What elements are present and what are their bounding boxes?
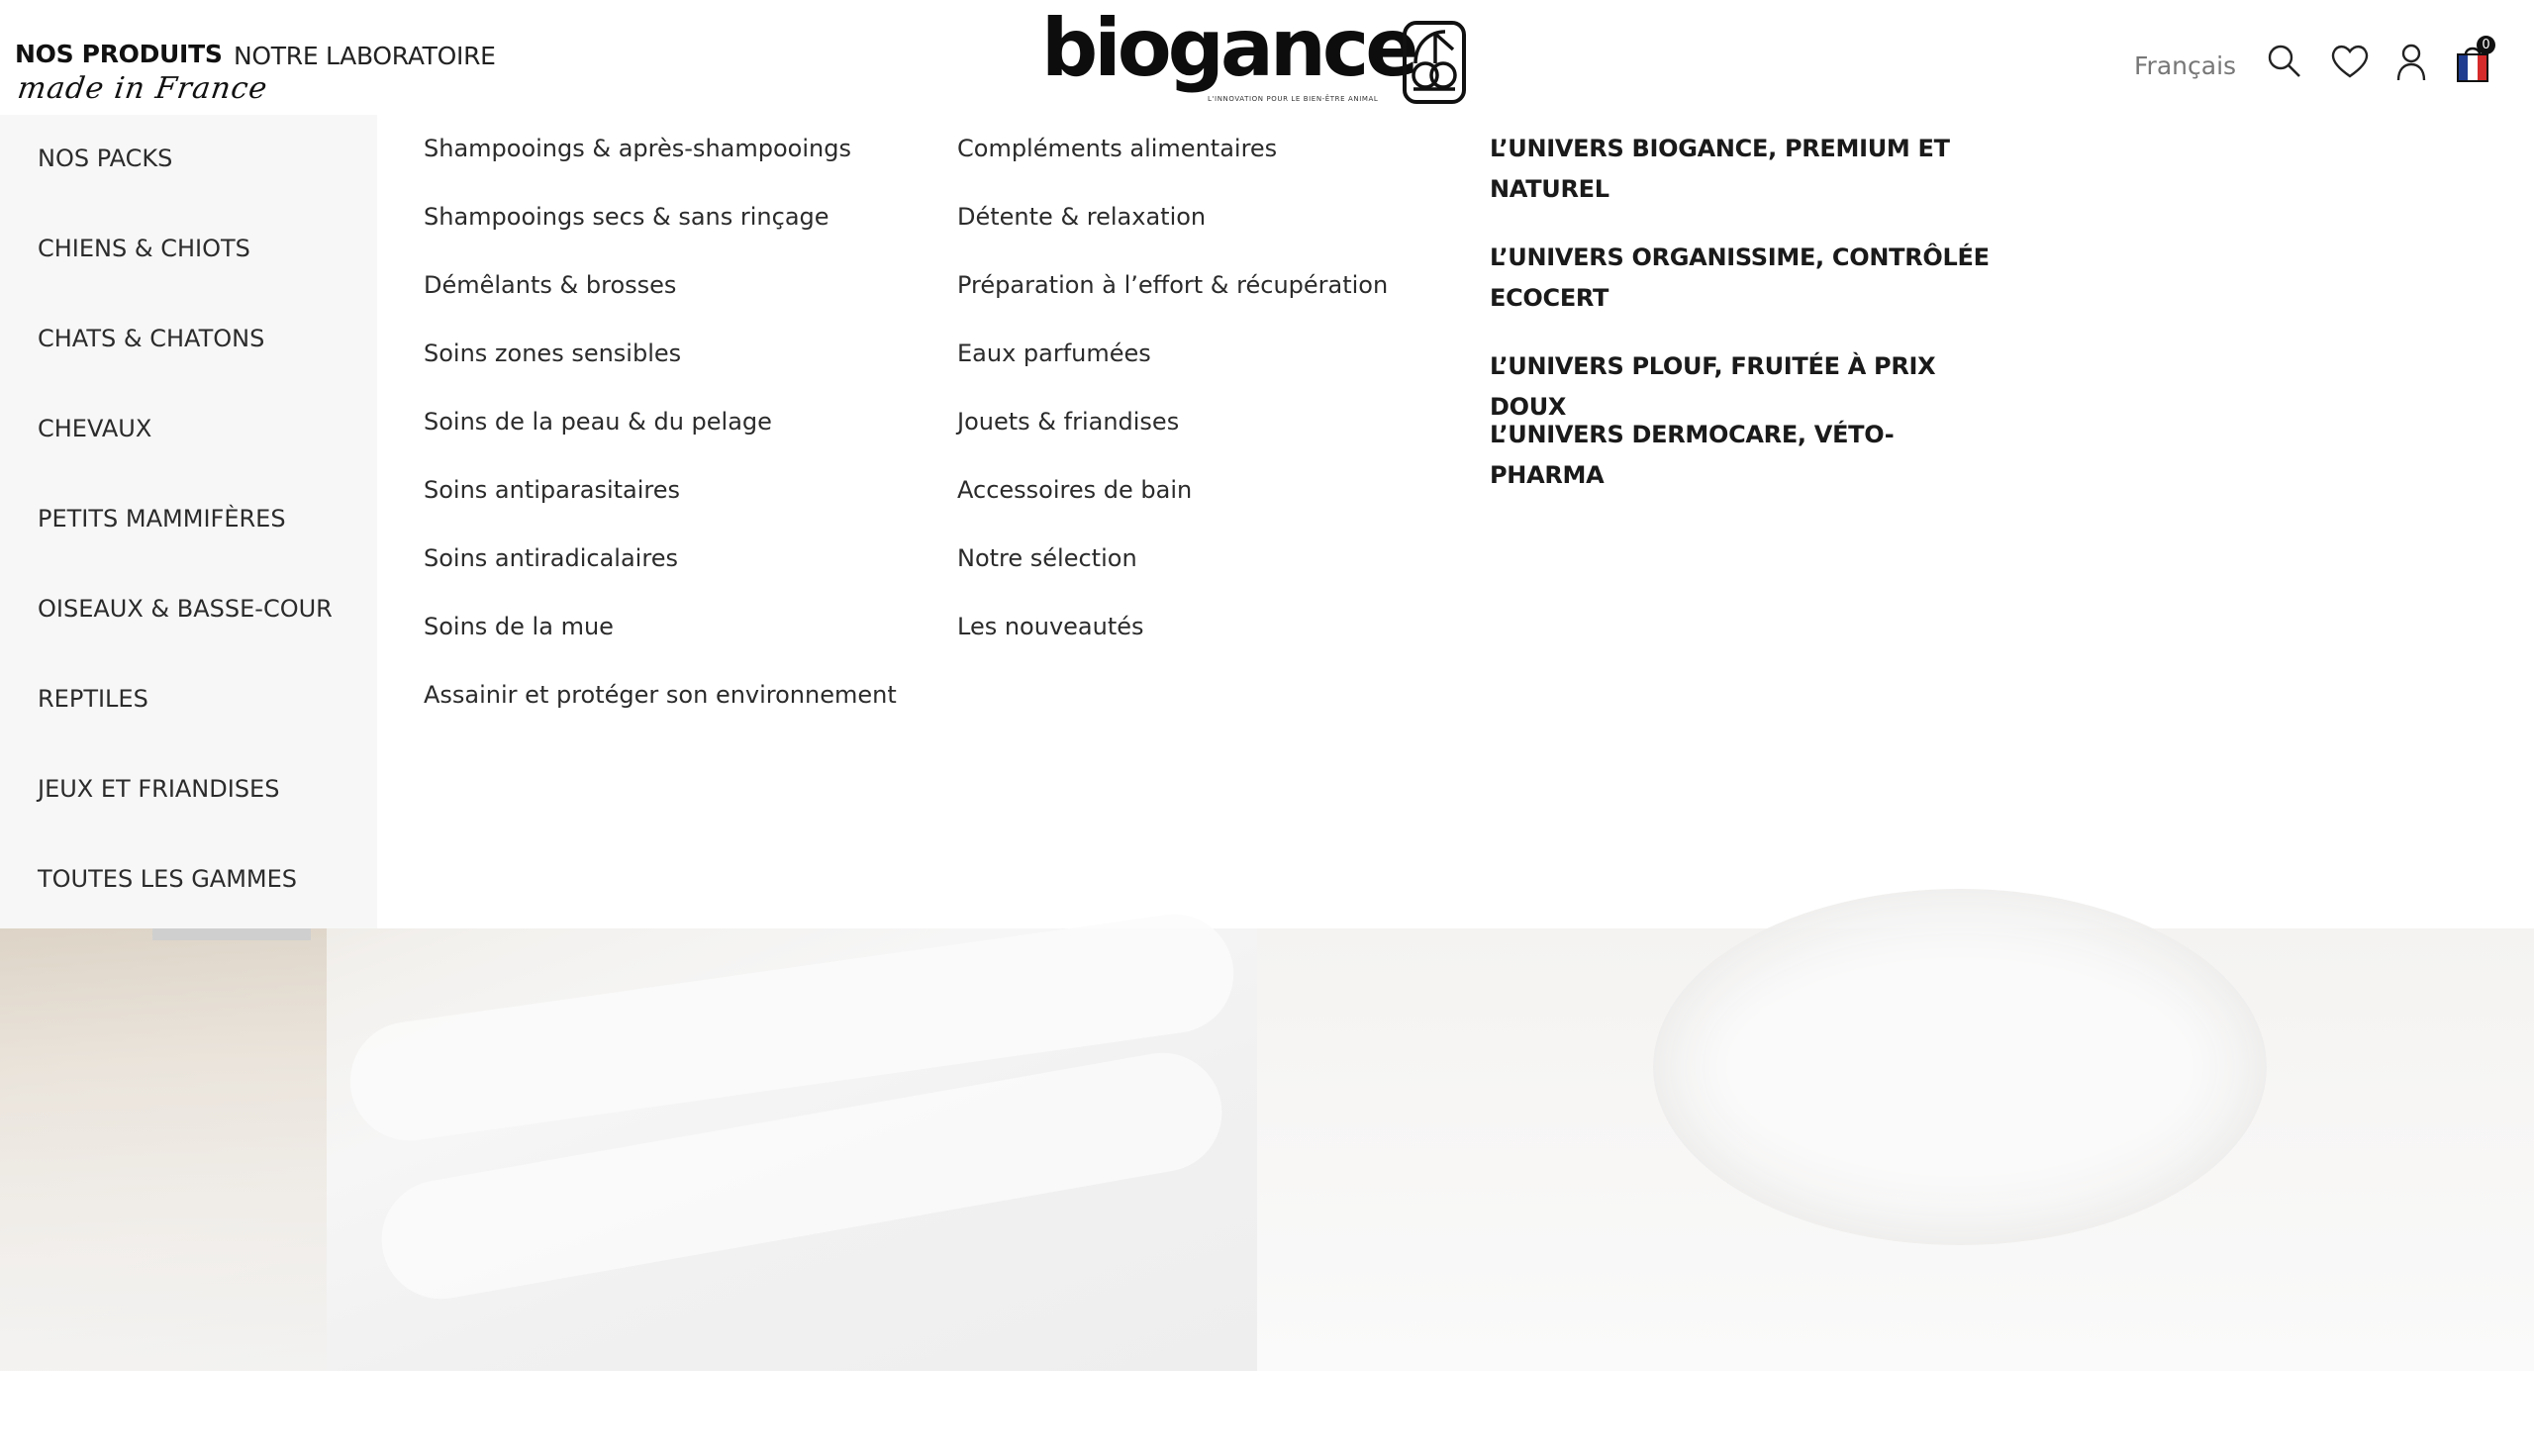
universe-link-biogance[interactable]: L’UNIVERS BIOGANCE, PREMIUM ET NATUREL (1490, 135, 1950, 203)
menu-link[interactable]: Détente & relaxation (957, 203, 1207, 231)
menu-link[interactable]: Soins zones sensibles (424, 340, 682, 367)
menu-link[interactable]: Shampooings secs & sans rinçage (424, 203, 829, 231)
sidebar-item-chats-chatons[interactable]: CHATS & CHATONS (38, 325, 265, 352)
logo-subtitle: L'INNOVATION POUR LE BIEN-ÊTRE ANIMAL (1208, 95, 1379, 103)
universe-link-organissime[interactable]: L’UNIVERS ORGANISSIME, CONTRÔLÉE ECOCERT (1490, 243, 1990, 312)
menu-link[interactable]: Compléments alimentaires (957, 135, 1278, 162)
mega-menu-panel (377, 115, 2534, 928)
sidebar-item-chevaux[interactable]: CHEVAUX (38, 415, 152, 442)
made-in-france-tagline: made in France (15, 71, 270, 106)
logo-wordmark: biogance (1041, 2, 1415, 94)
sidebar-item-petits-mammiferes[interactable]: PETITS MAMMIFÈRES (38, 505, 286, 533)
sidebar-item-jeux-friandises[interactable]: JEUX ET FRIANDISES (38, 775, 280, 803)
hero-image-dog-towel (0, 928, 1257, 1371)
user-icon[interactable] (2395, 44, 2427, 81)
heart-icon[interactable] (2330, 44, 2370, 79)
page-bottom-area (0, 1371, 2534, 1456)
cart-count-badge: 0 (2477, 36, 2495, 54)
biogance-logo[interactable] (1041, 2, 1477, 113)
sidebar-item-chiens-chiots[interactable]: CHIENS & CHIOTS (38, 235, 250, 262)
sidebar-item-toutes-gammes[interactable]: TOUTES LES GAMMES (38, 865, 298, 893)
menu-link[interactable]: Démêlants & brosses (424, 271, 677, 299)
menu-link[interactable]: Soins de la mue (424, 613, 614, 640)
sidebar-item-nos-packs[interactable]: NOS PACKS (38, 145, 173, 172)
sidebar-item-reptiles[interactable]: REPTILES (38, 685, 148, 713)
menu-link[interactable]: Notre sélection (957, 544, 1137, 572)
menu-link[interactable]: Jouets & friandises (957, 408, 1180, 436)
hero-slider-indicator (152, 928, 311, 940)
menu-link[interactable]: Préparation à l’effort & récupération (957, 271, 1389, 299)
sidebar-item-oiseaux-basse-cour[interactable]: OISEAUX & BASSE-COUR (38, 595, 333, 623)
menu-link[interactable]: Shampooings & après-shampooings (424, 135, 851, 162)
universe-link-plouf[interactable]: L’UNIVERS PLOUF, FRUITÉE À PRIX DOUX (1490, 352, 1936, 421)
hero-image-white-pet (1257, 928, 2534, 1371)
menu-link[interactable]: Les nouveautés (957, 613, 1144, 640)
logo-mark-icon (1402, 20, 1467, 105)
search-icon[interactable] (2267, 44, 2302, 79)
menu-link[interactable]: Soins de la peau & du pelage (424, 408, 772, 436)
category-sidebar (0, 115, 377, 928)
hero-fur-area (0, 928, 327, 1371)
site-header (0, 0, 2534, 115)
menu-link[interactable]: Assainir et protéger son environnement (424, 681, 897, 709)
hero-pet-shape (1653, 889, 2267, 1245)
language-selector[interactable]: Français (2134, 51, 2237, 80)
universe-link-dermocare[interactable]: L’UNIVERS DERMOCARE, VÉTO-PHARMA (1490, 421, 1895, 489)
menu-link[interactable]: Soins antiradicalaires (424, 544, 678, 572)
nav-nos-produits[interactable]: NOS PRODUITS (15, 40, 223, 68)
nav-notre-laboratoire[interactable]: NOTRE LABORATOIRE (234, 42, 496, 70)
menu-link[interactable]: Soins antiparasitaires (424, 476, 681, 504)
menu-link[interactable]: Accessoires de bain (957, 476, 1193, 504)
menu-link[interactable]: Eaux parfumées (957, 340, 1151, 367)
